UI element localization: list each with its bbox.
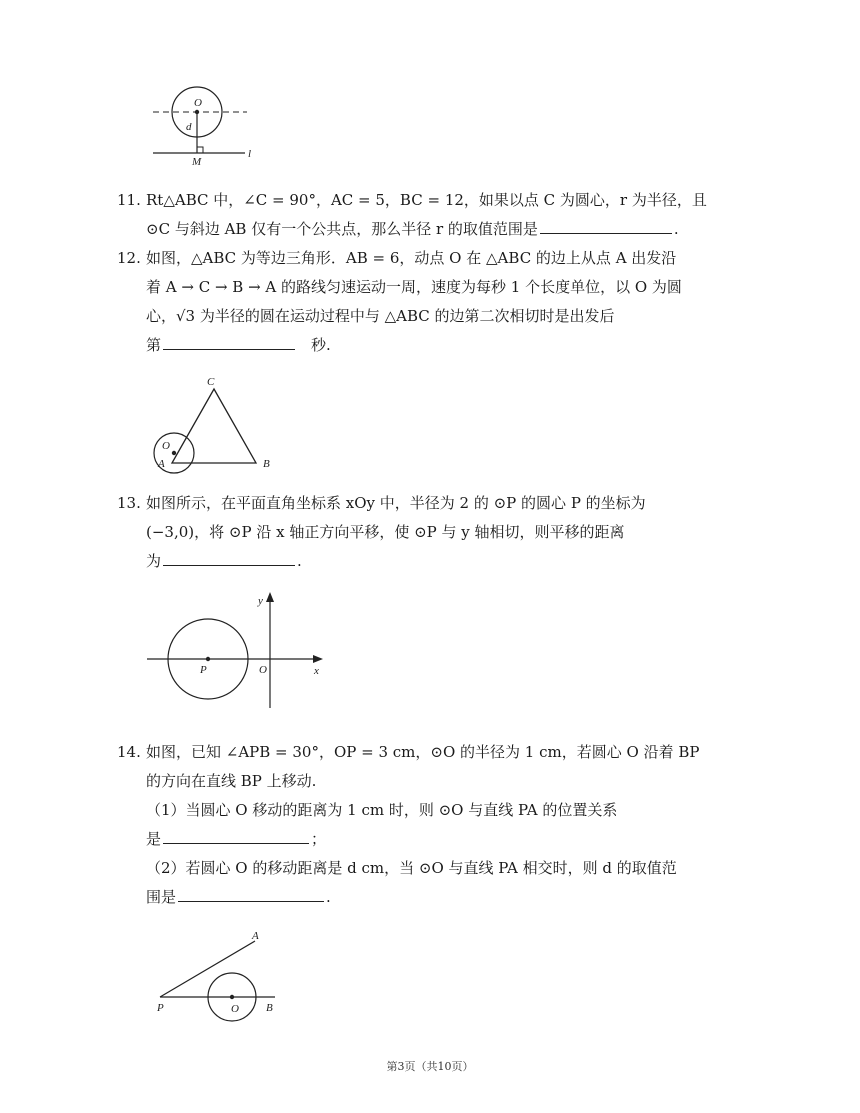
- question-text: .: [326, 888, 331, 906]
- label-y: y: [258, 595, 263, 607]
- label-b: B: [266, 1002, 273, 1014]
- question-text: （1）当圆心 O 移动的距离为 1 cm 时，则 ⊙O 与直线 PA 的位置关系: [146, 801, 618, 819]
- label-c: C: [207, 376, 215, 388]
- question-text: 为: [146, 552, 162, 570]
- label-o: O: [231, 1003, 239, 1015]
- question-11: [117, 186, 760, 244]
- answer-blank[interactable]: [163, 548, 295, 566]
- label-o: O: [194, 97, 202, 109]
- question-12: [117, 244, 760, 360]
- question-text: 第: [146, 336, 162, 354]
- question-text: ⊙C 与斜边 AB 仅有一个公共点，那么半径 r 的取值范围是: [146, 220, 538, 238]
- center-dot: [195, 110, 199, 114]
- question-text: 是: [146, 830, 162, 848]
- figure-angle-circle: [150, 925, 300, 1025]
- center-dot: [206, 657, 210, 661]
- question-text: .: [297, 552, 302, 570]
- question-number: 11.: [117, 191, 141, 209]
- question-text: 心，√3 为半径的圆在运动过程中与 △ABC 的边第二次相切时是出发后: [146, 307, 615, 325]
- question-text: 如图所示，在平面直角坐标系 xOy 中，半径为 2 的 ⊙P 的圆心 P 的坐标为: [146, 494, 646, 512]
- question-13: [117, 489, 760, 576]
- question-text: 围是: [146, 888, 177, 906]
- page-footer: 第3页（共10页）: [386, 1060, 474, 1073]
- label-p: P: [200, 664, 207, 676]
- label-b: B: [263, 458, 270, 470]
- answer-blank[interactable]: [540, 216, 672, 234]
- question-text: 着 A → C → B → A 的路线匀速运动一周，速度为每秒 1 个长度单位，以 O 为圆: [146, 278, 682, 296]
- label-l: l: [248, 148, 252, 160]
- center-dot: [172, 451, 176, 455]
- question-text: ；: [311, 830, 327, 848]
- question-number: 13.: [117, 494, 141, 512]
- question-number: 12.: [117, 249, 141, 267]
- question-text: （2）若圆心 O 的移动距离是 d cm，当 ⊙O 与直线 PA 相交时，则 d 的取值范: [146, 859, 677, 877]
- figure-equilateral-triangle: [145, 373, 285, 473]
- label-d: d: [186, 121, 192, 133]
- y-axis-arrow: [266, 592, 274, 602]
- triangle-abc: [172, 389, 256, 463]
- label-o: O: [259, 664, 267, 676]
- question-14: [117, 738, 760, 912]
- right-angle-mark: [197, 147, 203, 153]
- question-text: 如图，△ABC 为等边三角形．AB = 6，动点 O 在 △ABC 的边上从点 A 出发沿: [146, 249, 677, 267]
- label-a: A: [158, 458, 165, 470]
- label-o: O: [162, 440, 170, 452]
- question-text: (−3,0)，将 ⊙P 沿 x 轴正方向平移，使 ⊙P 与 y 轴相切，则平移的距离: [146, 523, 625, 541]
- figure-circle-line: [145, 85, 265, 170]
- question-text: 的方向在直线 BP 上移动.: [146, 772, 317, 790]
- question-text: 如图，已知 ∠APB = 30°，OP = 3 cm，⊙O 的半径为 1 cm，若圆心 O 沿着 BP: [146, 743, 700, 761]
- label-m: M: [192, 156, 202, 168]
- question-text: 秒.: [311, 336, 331, 354]
- figure-coordinate-plane: [145, 590, 335, 710]
- x-axis-arrow: [313, 655, 323, 663]
- label-a: A: [252, 930, 259, 942]
- question-text: Rt△ABC 中，∠C = 90°，AC = 5，BC = 12，如果以点 C 为圆心，r 为半径，且: [146, 191, 707, 209]
- ray-pa: [160, 941, 255, 997]
- answer-blank[interactable]: [178, 884, 324, 902]
- answer-blank[interactable]: [163, 826, 309, 844]
- center-dot: [230, 995, 234, 999]
- label-x: x: [314, 665, 319, 677]
- label-p: P: [157, 1002, 164, 1014]
- answer-blank[interactable]: [163, 332, 295, 350]
- question-number: 14.: [117, 743, 141, 761]
- question-text: .: [673, 220, 679, 238]
